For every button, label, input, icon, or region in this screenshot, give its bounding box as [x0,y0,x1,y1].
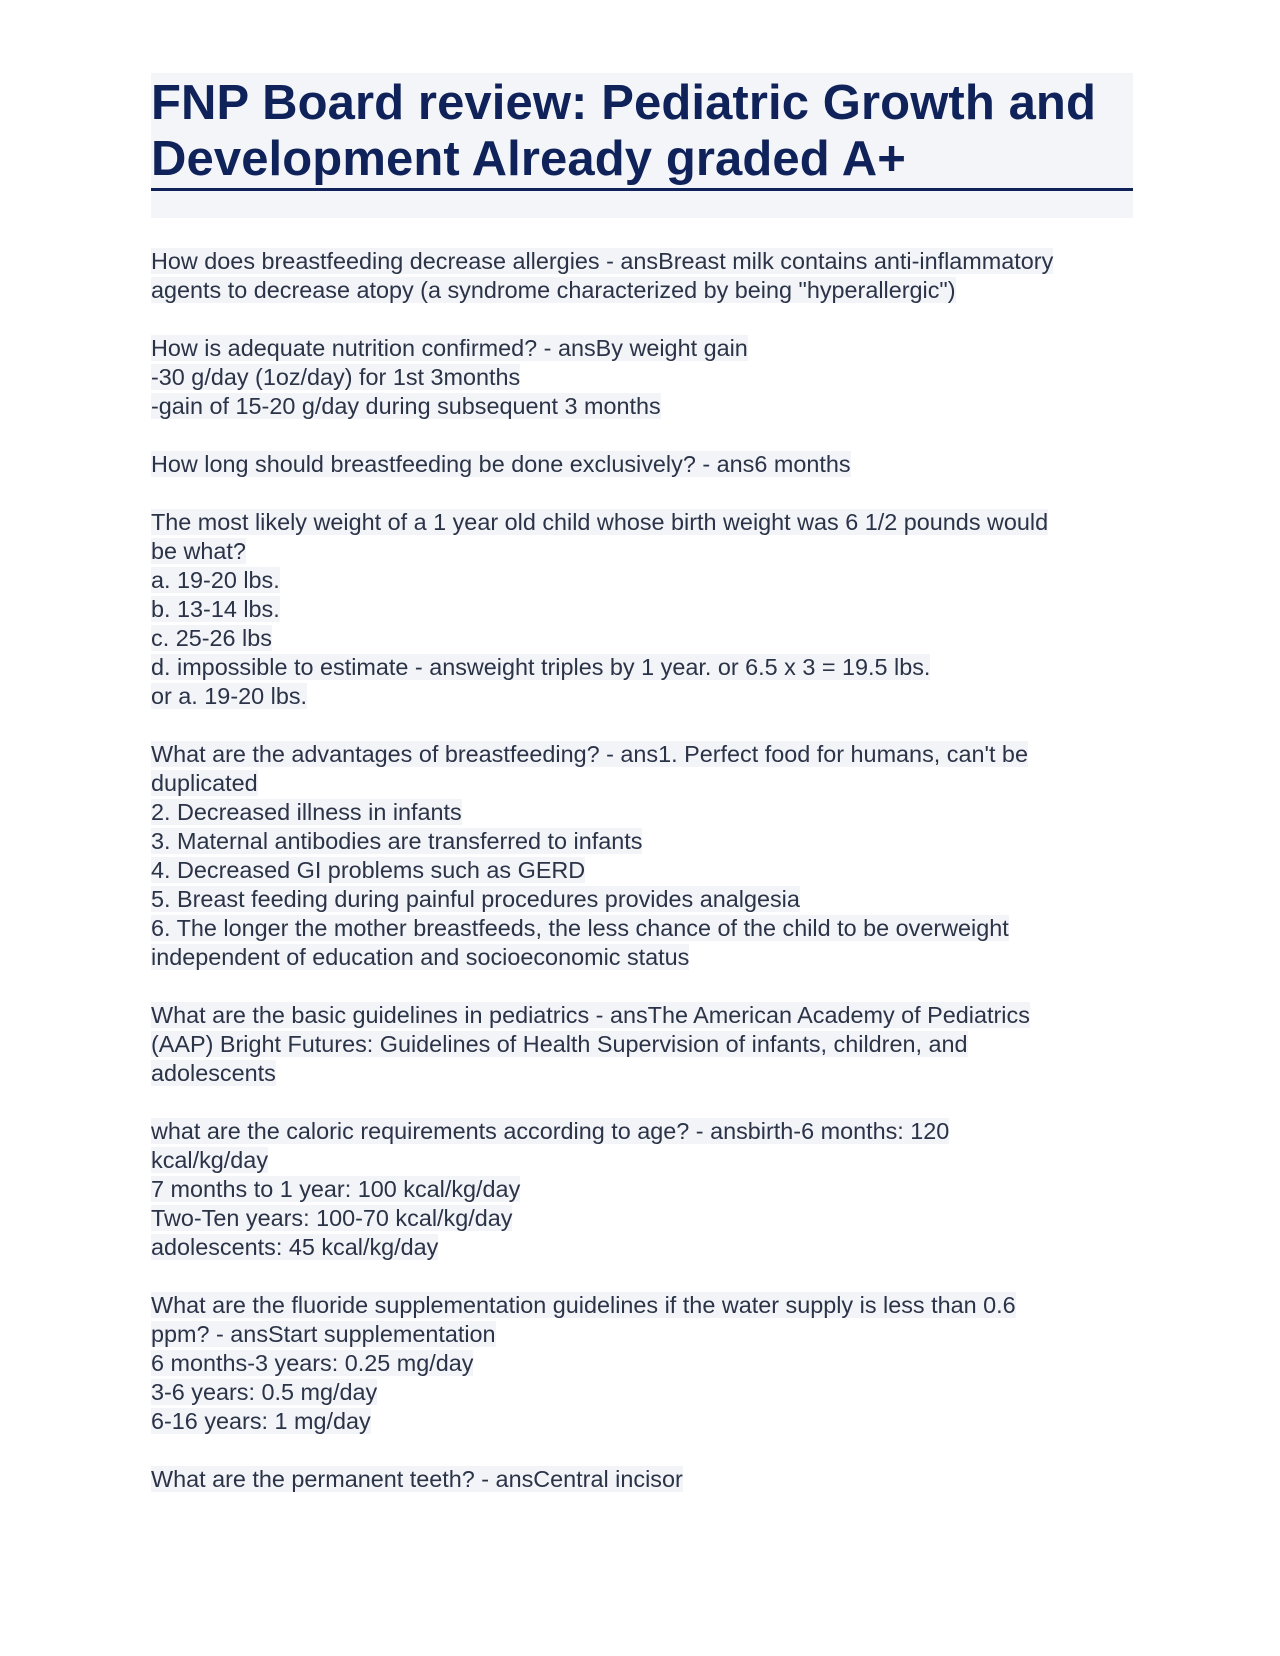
document-title [151,73,1133,187]
qa-line [151,334,1133,363]
document-page [151,73,1133,1523]
qa-line [151,827,1133,856]
qa-entry [151,1291,1133,1436]
qa-line-text: 2. Decreased illness in infants [151,799,462,825]
qa-entry [151,1465,1133,1494]
qa-line-text: What are the permanent teeth? - ansCentral incisor [151,1466,683,1492]
qa-line-text: 5. Breast feeding during painful procedures provides analgesia [151,886,800,912]
qa-line-text: 6-16 years: 1 mg/day [151,1408,371,1434]
qa-line [151,682,1133,711]
qa-line [151,943,1133,972]
qa-line [151,914,1133,943]
qa-line-text: The most likely weight of a 1 year old child whose birth weight was 6 1/2 pounds would [151,509,1049,535]
qa-line [151,1349,1133,1378]
qa-line [151,1378,1133,1407]
qa-line-text: 3. Maternal antibodies are transferred to infants [151,828,643,854]
qa-line-text: What are the advantages of breastfeeding? - ans1. Perfect food for humans, can't be [151,741,1028,767]
qa-line [151,392,1133,421]
qa-line [151,1146,1133,1175]
qa-entry [151,740,1133,972]
qa-line-text: b. 13-14 lbs. [151,596,280,622]
qa-entry [151,1001,1133,1088]
qa-line [151,1204,1133,1233]
qa-line [151,1001,1133,1030]
qa-line-text: 6. The longer the mother breastfeeds, the less chance of the child to be overweight [151,915,1009,941]
qa-line-text: 7 months to 1 year: 100 kcal/kg/day [151,1176,521,1202]
qa-line-text: 3-6 years: 0.5 mg/day [151,1379,378,1405]
qa-line [151,566,1133,595]
qa-line-text: Two-Ten years: 100-70 kcal/kg/day [151,1205,513,1231]
qa-line [151,1175,1133,1204]
qa-line [151,1407,1133,1436]
qa-line-text: duplicated [151,770,258,796]
title-line-2: Development Already graded A+ [151,132,906,186]
qa-line-text: agents to decrease atopy (a syndrome characterized by being "hyperallergic") [151,277,956,303]
qa-line [151,595,1133,624]
qa-line [151,537,1133,566]
qa-line-text: How does breastfeeding decrease allergies - ansBreast milk contains anti-inflammatory [151,248,1054,274]
qa-line [151,1320,1133,1349]
qa-line-text: How long should breastfeeding be done exclusively? - ans6 months [151,451,851,477]
title-block [151,73,1133,218]
qa-line [151,653,1133,682]
qa-line-text: adolescents [151,1060,276,1086]
title-line-1: FNP Board review: Pediatric Growth and [151,76,1096,130]
qa-line-text: What are the basic guidelines in pediatrics - ansThe American Academy of Pediatrics [151,1002,1030,1028]
qa-line-text: What are the fluoride supplementation guidelines if the water supply is less than 0.6 [151,1292,1016,1318]
qa-line [151,1291,1133,1320]
qa-line [151,450,1133,479]
qa-line [151,740,1133,769]
qa-entry [151,247,1133,305]
qa-line [151,363,1133,392]
qa-line-text: (AAP) Bright Futures: Guidelines of Health Supervision of infants, children, and [151,1031,968,1057]
qa-entry [151,1117,1133,1262]
qa-list [151,247,1133,1494]
qa-line-text: kcal/kg/day [151,1147,269,1173]
qa-entry [151,450,1133,479]
qa-line-text: ppm? - ansStart supplementation [151,1321,496,1347]
qa-line [151,508,1133,537]
qa-line-text: or a. 19-20 lbs. [151,683,308,709]
qa-line-text: 4. Decreased GI problems such as GERD [151,857,586,883]
qa-line-text: what are the caloric requirements according to age? - ansbirth-6 months: 120 [151,1118,950,1144]
qa-line-text: -gain of 15-20 g/day during subsequent 3 months [151,393,661,419]
qa-line [151,856,1133,885]
qa-line-text: c. 25-26 lbs [151,625,272,651]
qa-line-text: 6 months-3 years: 0.25 mg/day [151,1350,474,1376]
qa-line [151,624,1133,653]
qa-line-text: How is adequate nutrition confirmed? - ansBy weight gain [151,335,748,361]
qa-line-text: independent of education and socioeconomic status [151,944,690,970]
qa-line-text: -30 g/day (1oz/day) for 1st 3months [151,364,521,390]
qa-entry [151,508,1133,711]
qa-line-text: a. 19-20 lbs. [151,567,280,593]
qa-line [151,276,1133,305]
qa-line [151,798,1133,827]
qa-entry [151,334,1133,421]
qa-line-text: be what? [151,538,246,564]
qa-line [151,1030,1133,1059]
qa-line [151,1465,1133,1494]
qa-line [151,885,1133,914]
qa-line [151,1059,1133,1088]
qa-line [151,247,1133,276]
qa-line-text: d. impossible to estimate - answeight triples by 1 year. or 6.5 x 3 = 19.5 lbs. [151,654,931,680]
title-underline [151,188,1133,191]
qa-line-text: adolescents: 45 kcal/kg/day [151,1234,439,1260]
qa-line [151,1117,1133,1146]
qa-line [151,769,1133,798]
qa-line [151,1233,1133,1262]
